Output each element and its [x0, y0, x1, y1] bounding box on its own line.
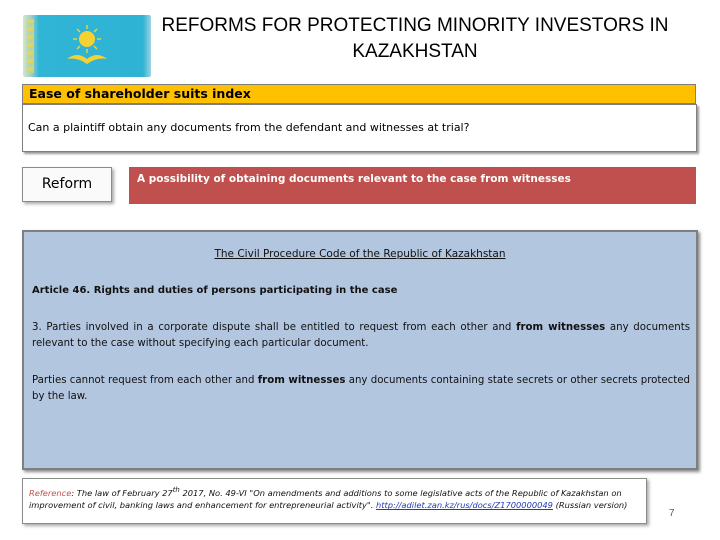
law-paragraph-1 [32, 320, 690, 352]
para2-text-a: Parties cannot request from each other and [32, 375, 258, 386]
reference-link[interactable]: http://adilet.zan.kz/rus/docs/Z1700000049 [376, 500, 553, 511]
reform-label-box: Reform [22, 167, 112, 202]
kazakhstan-flag [23, 15, 151, 77]
reference-box [22, 478, 647, 524]
page-title-line2: KAZAKHSTAN [352, 41, 478, 62]
law-title: The Civil Procedure Code of the Republic of Kazakhstan [214, 248, 506, 260]
index-heading: Ease of shareholder suits index [22, 84, 696, 104]
reference-superscript: th [172, 486, 180, 494]
reference-text-b: 2017, No. 49-VI "On amendments and additions to some legislative acts of the Republic of Kazakhstan on improvement of civil, banking laws and enhancement for entrepreneurial activity". [29, 487, 622, 511]
para1-emphasis: from witnesses [516, 322, 606, 333]
page-title [140, 13, 690, 65]
reference-label: Reference [29, 487, 72, 498]
reference-text-a: : The law of February 27 [71, 487, 173, 498]
reform-summary-banner [129, 167, 696, 204]
page-number: 7 [669, 508, 675, 519]
para2-emphasis: from witnesses [257, 375, 346, 386]
para2-text-c: any documents containing state secrets or other secrets protected by the law. [32, 375, 690, 402]
para1-text-a: 3. Parties involved in a corporate dispute shall be entitled to request from each other and [32, 322, 517, 333]
reform-summary-text: A possibility of obtaining documents relevant to the case from witnesses [137, 173, 571, 185]
page-title-line1: REFORMS FOR PROTECTING MINORITY INVESTORS IN [161, 15, 669, 36]
reference-text-c: (Russian version) [552, 500, 628, 511]
law-paragraph-2 [32, 373, 690, 405]
sun-eagle-emblem [63, 19, 111, 73]
flag-ornament [27, 19, 34, 73]
para1-text-c: any documents relevant to the case without specifying each particular document. [32, 322, 691, 349]
question-text: Can a plaintiff obtain any documents from the defendant and witnesses at trial? [28, 121, 470, 134]
law-excerpt-box [22, 230, 698, 470]
question-box [22, 104, 697, 152]
article-heading: Article 46. Rights and duties of persons participating in the case [32, 285, 398, 296]
